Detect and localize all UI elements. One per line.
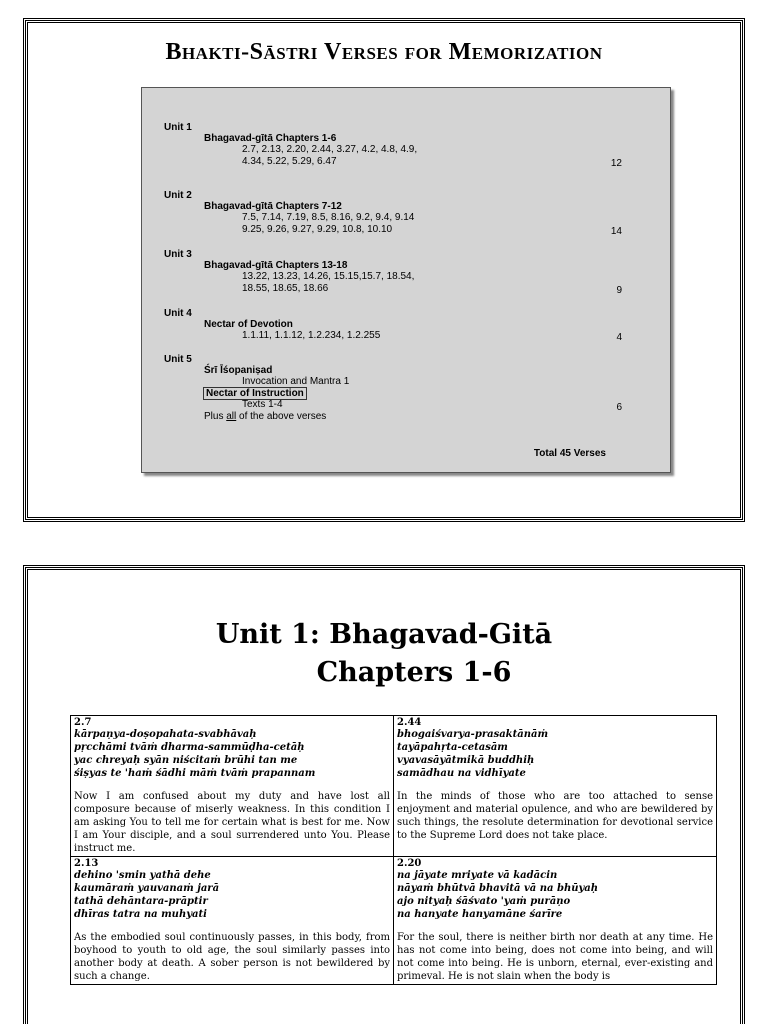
unit-book-secondary: Nectar of Instruction (206, 388, 304, 399)
page-title: Bhakti-Sāstri Verses for Memorization (165, 39, 603, 65)
sanskrit-text: dehino 'smin yathā dehe kaumāraṁ yauvanaṁ jarā tathā dehāntara-prāptir dhīras tatra na muhyati (74, 870, 220, 920)
unit-label: Unit 5 (164, 354, 192, 365)
verses-line: 9.25, 9.26, 9.27, 9.29, 10.8, 10.10 (242, 224, 393, 235)
verses-line: 7.5, 7.14, 7.19, 8.5, 8.16, 9.2, 9.4, 9.14 (242, 212, 415, 223)
unit-verses (242, 212, 502, 236)
verse-summary-box (141, 87, 671, 473)
table-row (71, 857, 717, 985)
verses-line: 2.7, 2.13, 2.20, 2.44, 3.27, 4.2, 4.8, 4.9, (242, 144, 418, 155)
summary-page (23, 18, 745, 522)
verse-count: 4 (616, 332, 622, 343)
unit-label: Unit 1 (164, 122, 192, 133)
translation-text: Now I am confused about my duty and have lost all composure because of miserly weakness. In this condition I am asking You to tell me for certain what is best for me. Now I am Your disciple, and a soul surrendered unto You. Please instruct me. (74, 791, 390, 854)
unit-verses (242, 330, 502, 342)
verse-count: 12 (610, 158, 622, 169)
verse-cell (71, 716, 394, 857)
title-line: Chapters 1-6 (316, 657, 512, 688)
unit-1-page (23, 565, 745, 1024)
verse-cell (394, 857, 717, 985)
unit-5-entry (164, 354, 644, 422)
unit-book: Bhagavad-gītā Chapters 1-6 (204, 133, 337, 144)
title-line: Unit 1: Bhagavad-Gitā (215, 619, 553, 650)
verses-line: 13.22, 13.23, 14.26, 15.15,15.7, 18.54, (242, 271, 415, 282)
verse-count: 6 (616, 402, 622, 413)
verse-cell (71, 857, 394, 985)
sanskrit-text: kārpaṇya-doṣopahata-svabhāvaḥ pṛcchāmi tvāṁ dharma-sammūḍha-cetāḥ yac chreyaḥ syān niścitaṁ brūhi tan me śiṣyas te 'haṁ śādhi māṁ tvāṁ prapannam (74, 729, 316, 779)
verse-number: 2.44 (397, 717, 422, 728)
unit-verses (242, 271, 502, 295)
unit-book: Bhagavad-gītā Chapters 7-12 (204, 201, 342, 212)
unit-label: Unit 2 (164, 190, 192, 201)
verse-table (70, 715, 717, 985)
table-row (71, 716, 717, 857)
translation-text: In the minds of those who are too attached to sense enjoyment and material opulence, and who are bewildered by such things, the resolute determination for devotional service to the Supreme Lord does not take place. (397, 791, 713, 841)
unit-verses (242, 144, 502, 168)
unit-label: Unit 3 (164, 249, 192, 260)
verse-number: 2.13 (74, 858, 99, 869)
unit-book: Śrī Īśopaniṣad (204, 365, 273, 376)
page-title (26, 616, 742, 692)
unit-label: Unit 4 (164, 308, 192, 319)
verse-cell (394, 716, 717, 857)
plus-note: Plus all of the above verses (204, 411, 327, 422)
verses-line: 1.1.11, 1.1.12, 1.2.234, 1.2.255 (242, 330, 381, 341)
unit-4-entry (164, 308, 644, 342)
total-verses: Total 45 Verses (533, 448, 606, 459)
verses-line: 18.55, 18.65, 18.66 (242, 283, 329, 294)
unit-verses: Invocation and Mantra 1 (242, 376, 350, 387)
unit-book: Bhagavad-gītā Chapters 13-18 (204, 260, 348, 271)
translation-text: As the embodied soul continuously passes, in this body, from boyhood to youth to old age, the soul similarly passes into another body at death. A sober person is not bewildered by such a change. (74, 932, 390, 982)
verse-number: 2.7 (74, 717, 92, 728)
verse-count: 14 (610, 226, 622, 237)
unit-2-entry (164, 190, 644, 236)
unit-verses: Texts 1-4 (242, 399, 283, 410)
verse-number: 2.20 (397, 858, 422, 869)
unit-1-entry (164, 122, 644, 168)
verse-count: 9 (616, 285, 622, 296)
unit-3-entry (164, 249, 644, 295)
sanskrit-text: bhogaiśvarya-prasaktānāṁ tayāpahṛta-cetasām vyavasāyātmikā buddhiḥ samādhau na vidhīyate (397, 729, 549, 779)
verses-line: 4.34, 5.22, 5.29, 6.47 (242, 156, 337, 167)
translation-text: For the soul, there is neither birth nor death at any time. He has not come into being, does not come into being, and will not come into being. He is unborn, eternal, ever-existing and primeval. He is not slain when the body is (397, 932, 713, 982)
sanskrit-text: na jāyate mriyate vā kadācin nāyaṁ bhūtvā bhavitā vā na bhūyaḥ ajo nityaḥ śāśvato 'yaṁ purāṇo na hanyate hanyamāne śarīre (397, 870, 599, 920)
unit-book: Nectar of Devotion (204, 319, 293, 330)
